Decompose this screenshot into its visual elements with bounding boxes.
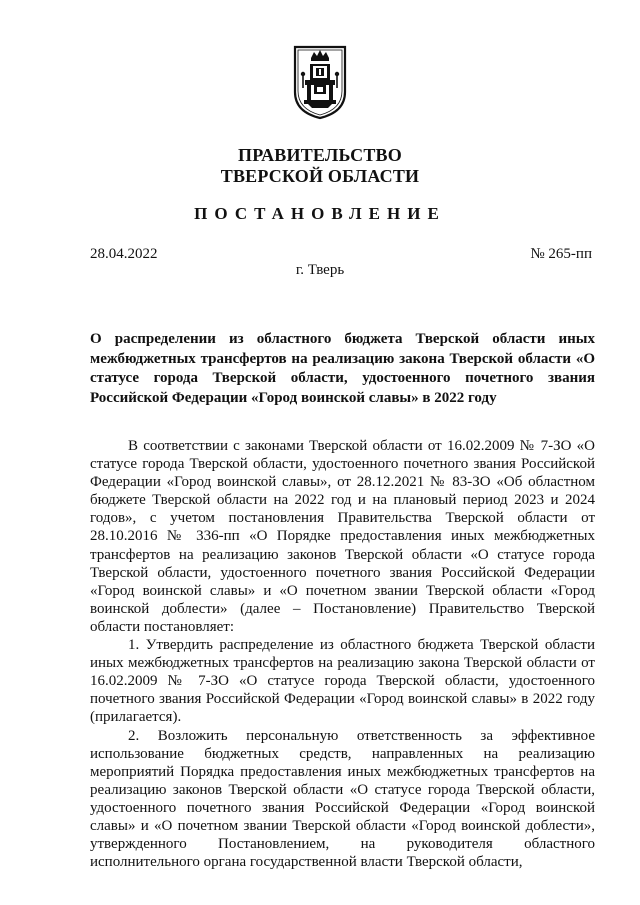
document-body <box>90 437 595 871</box>
body-preamble: В соответствии с законами Тверской области от 16.02.2009 № 7-ЗО «О статусе города Тверской области, удостоенного почетного звания Российской Федерации «Город воинской славы», от 28.12.2021 № 83-ЗО «Об областном бюджете Тверской области на 2022 год и на плановый период 2023 и 2024 годов», с учетом постановления Правительства Тверской области от 28.10.2016 № 336-пп «О Порядке предоставления иных межбюджетных трансфертов на реализацию законов Тверской области «О статусе города Тверской области, удостоенного почетного звания Российской Федерации «Город воинской славы» и «О почетном звании Тверской области «Город воинской доблести» (далее – Постановление) Правительство Тверской области постановляет: <box>90 438 595 635</box>
body-item-2: 2. Возложить персональную ответственность за эффективное использование бюджетных средств, направленных на реализацию мероприятий Порядка предоставления иных межбюджетных трансфертов на реализацию законов Тверской области «О статусе города Тверской области, удостоенного почетного звания Российской Федерации «Город воинской славы» и «О почетном звании Тверской области «Город воинской доблести», утвержденного Постановлением, на руководителя областного исполнительного органа государственной власти Тверской области, <box>90 727 595 871</box>
document-date: 28.04.2022 <box>90 246 158 262</box>
document-city: г. Тверь <box>295 262 345 278</box>
coat-of-arms-icon <box>292 44 348 120</box>
body-item-1: 1. Утвердить распределение из областного бюджета Тверской области иных межбюджетных трансфертов на реализацию закона Тверской области от 16.02.2009 № 7-ЗО «О статусе города Тверской области, удостоенного почетного звания Российской Федерации «Город воинской славы» в 2022 году (прилагается). <box>90 637 595 726</box>
government-name-line2: ТВЕРСКОЙ ОБЛАСТИ <box>220 166 420 186</box>
document-type-heading: ПОСТАНОВЛЕНИЕ <box>194 204 446 223</box>
document-number: № 265-пп <box>530 246 592 262</box>
document-title: О распределении из областного бюджета Тверской области иных межбюджетных трансфертов на реализацию закона Тверской области «О статусе города Тверской области, удостоенного почетного звания Российской Федерации «Город воинской славы» в 2022 году <box>90 331 595 406</box>
government-name-line1: ПРАВИТЕЛЬСТВО <box>238 145 402 165</box>
